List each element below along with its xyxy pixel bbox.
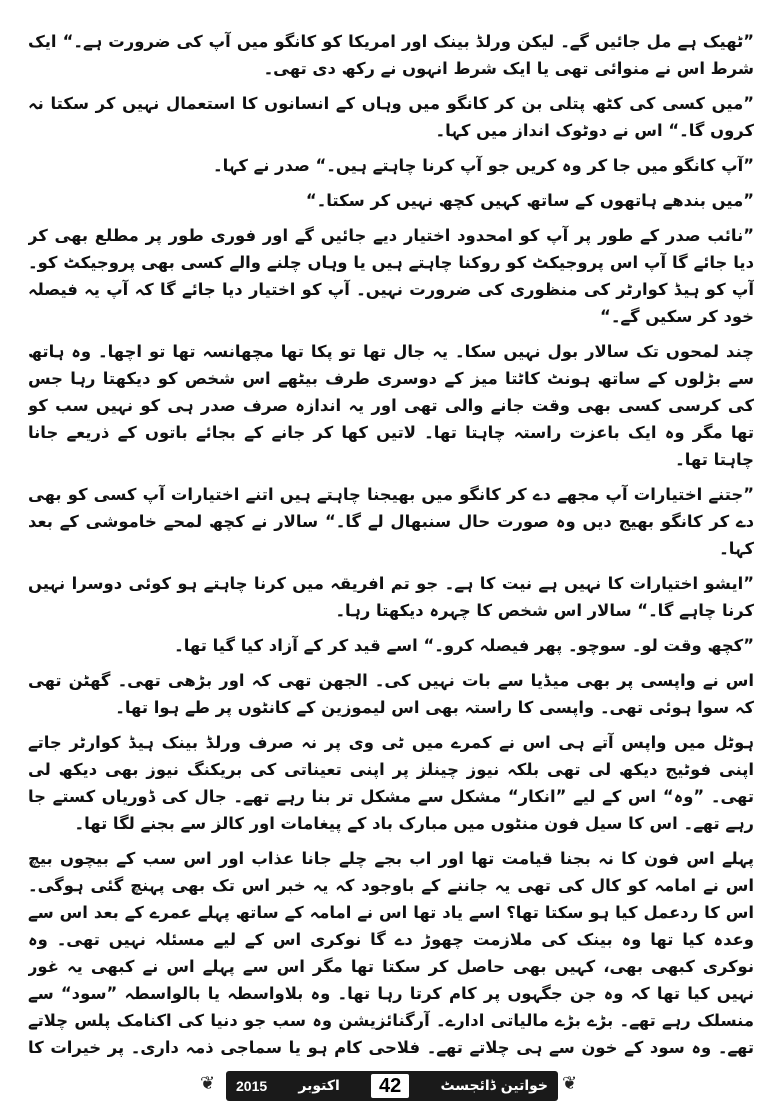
paragraph-9: ”کچھ وقت لو۔ سوچو۔ پھر فیصلہ کرو۔“ اسے قید کر کے آزاد کیا گیا تھا۔ — [174, 636, 754, 655]
paragraph-6: چند لمحوں تک سالار بول نہیں سکا۔ یہ جال تھا تو پکا تھا مچھانسہ تھا تو اچھا۔ وہ ہاتھ سے بڑلوں کے ساتھ ہونٹ کاٹتا میز کے دوسری طرف بیٹھے اس شخص کو دیکھتا رہا جس کی کرسی کسی بھی وقت جانے والی تھی اور یہ اندازہ صرف صدر ہی کو نہیں سب کو تھا مگر وہ ایک باعزت راستہ چاہتا تھا۔ لاتیں کھا کر جانے کے بجائے باتوں کے ذریعے جانا چاہتا تھا۔ — [28, 342, 754, 469]
page-footer — [0, 1068, 780, 1102]
ornament-icon: ❦ — [200, 1073, 216, 1094]
paragraph-4: ”میں بندھے ہاتھوں کے ساتھ کہیں کچھ نہیں کر سکتا۔“ — [305, 191, 754, 210]
paragraph-5: ”نائب صدر کے طور پر آپ کو امحدود اختیار دیے جائیں گے اور فوری طور پر مطلع بھی کر دیا جائے گا آپ اس پروجیکٹ کو روکنا چاہتے ہیں یا وہاں چلنے والے کسی بھی پروجیکٹ کو۔ آپ کو ہیڈ کوارٹر کی منظوری کی ضرورت نہیں۔ آپ کو اختیار دیا جائے گا کہ آپ یہ فیصلہ خود کر سکیں گے۔“ — [28, 226, 754, 326]
paragraph-10: اس نے واپسی پر بھی میڈیا سے بات نہیں کی۔ الجھن تھی کہ اور بڑھی تھی۔ گھٹن تھی کہ سوا ہوئی تھی۔ واپسی کا راستہ بھی اس لیموزین کے کانٹوں پر طے ہوا تھا۔ — [28, 671, 754, 717]
paragraph-3: ”آپ کانگو میں جا کر وہ کریں جو آپ کرنا چاہتے ہیں۔“ صدر نے کہا۔ — [212, 156, 754, 175]
article-body — [28, 28, 754, 1063]
paragraph-7: ”جتنے اختیارات آپ مجھے دے کر کانگو میں بھیجنا چاہتے ہیں اتنے اختیارات آپ کسی کو بھی دے کر کانگو بھیج دیں وہ صورت حال سنبھال لے گا۔“ سالار نے کچھ لمحے خاموشی کے بعد کہا۔ — [28, 485, 754, 558]
paragraph-2: ”میں کسی کی کٹھ پتلی بن کر کانگو میں وہاں کے انسانوں کا استعمال نہیں کر سکتا نہ کروں گا۔“ اس نے دوٹوک انداز میں کہا۔ — [28, 94, 754, 140]
paragraph-11: ہوٹل میں واپس آتے ہی اس نے کمرے میں ٹی وی پر نہ صرف ورلڈ بینک ہیڈ کوارٹر جاتے اپنی فوٹیج دیکھ لی تھی بلکہ نیوز چینلز پر اپنی تعیناتی کی بریکنگ نیوز بھی دیکھ لی تھی۔ ”وہ“ اس کے لیے ”انکار“ مشکل سے مشکل تر بنا رہے تھے۔ جال کی ڈوریاں کستے جا رہے تھے۔ اس کا سیل فون منٹوں میں مبارک باد کے پیغامات اور کالز سے بجنے لگا تھا۔ — [28, 733, 754, 833]
paragraph-8: ”ایشو اختیارات کا نہیں ہے نیت کا ہے۔ جو تم افریقہ میں کرنا چاہتے ہو کوئی دوسرا نہیں کرنا چاہے گا۔“ سالار اس شخص کا چہرہ دیکھتا رہا۔ — [28, 574, 754, 620]
issue-year: 2015 — [236, 1078, 268, 1094]
issue-month: اکتوبر — [298, 1078, 340, 1094]
footer-band — [226, 1071, 558, 1101]
paragraph-1: ”ٹھیک ہے مل جائیں گے۔ لیکن ورلڈ بینک اور امریکا کو کانگو میں آپ کی ضرورت ہے۔“ ایک شرط اس نے منوائی تھی یا ایک شرط انہوں نے رکھ دی تھی۔ — [28, 32, 754, 78]
magazine-name: خواتین ڈائجسٹ — [440, 1078, 548, 1094]
page-number: 42 — [371, 1074, 409, 1098]
paragraph-12: پہلے اس فون کا نہ بجنا قیامت تھا اور اب بجے چلے جانا عذاب اور اس سب کے بیچوں بیچ اس نے امامہ کو کال کی تھی یہ جاننے کے باوجود کہ یہ خبر اس تک بھی پہنچ گئی ہوگی۔ اس کا ردعمل کیا ہو سکتا تھا؟ اسے یاد تھا اس نے امامہ کے ساتھ پہلے عمرے کے بعد اس سے وعدہ کیا تھا وہ بینک کی ملازمت چھوڑ دے گا نوکری اس کے لیے مسئلہ نہیں تھی۔ وہ نوکری کبھی بھی، کہیں بھی حاصل کر سکتا تھا مگر اس سے پہلے اس نے کبھی یہ غور نہیں کیا تھا کہ وہ جن جگہوں پر کام کرتا رہا تھا۔ وہ بلاواسطہ یا بالواسطہ ”سود“ سے منسلک رہے تھے۔ بڑے بڑے مالیاتی ادارے۔ آرگنائزیشن وہ سب جو دنیا کی اکنامک پلس چلاتے تھے۔ وہ سود کے خون سے ہی چلاتے تھے۔ فلاحی کام ہو یا سماجی ذمہ داری۔ پر خیرات کا — [28, 849, 754, 1057]
ornament-icon: ❦ — [562, 1073, 578, 1094]
